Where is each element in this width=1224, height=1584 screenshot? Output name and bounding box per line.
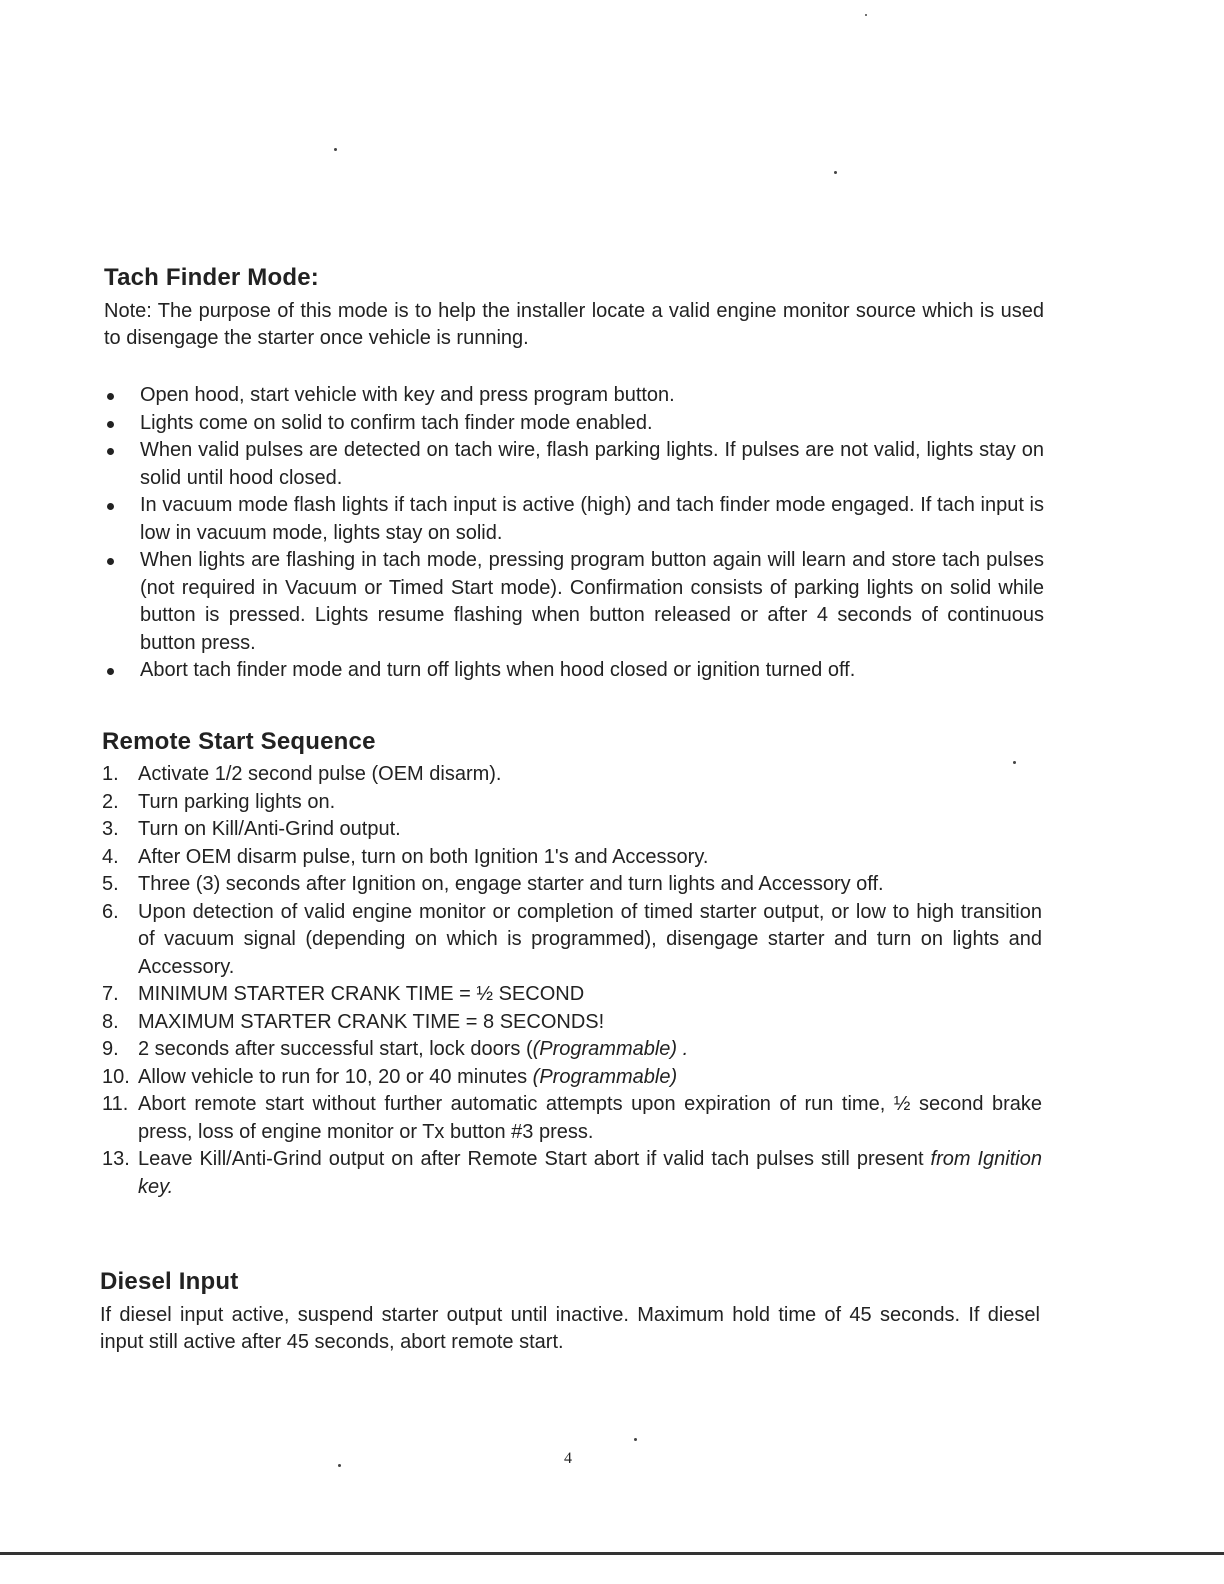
step-text: Leave Kill/Anti-Grind output on after Remote Start abort if valid tach pulses still present (138, 1148, 931, 1170)
bullet-item: When valid pulses are detected on tach wire, flash parking lights. If pulses are not valid, lights stay on solid until hood closed. (104, 437, 1044, 492)
scan-speck (865, 14, 867, 16)
diesel-input-text: If diesel input active, suspend starter output until inactive. Maximum hold time of 45 seconds. If diesel input still active after 45 seconds, abort remote start. (100, 1304, 1040, 1353)
step-item (102, 899, 1042, 982)
step-text: Turn parking lights on. (138, 790, 336, 813)
tach-finder-note: Note: The purpose of this mode is to help the installer locate a valid engine monitor source which is used to disengage the starter once vehicle is running. (104, 300, 1044, 349)
bullet-item: When lights are flashing in tach mode, pressing program button again will learn and store tach pulses (not required in Vacuum or Timed Start mode). Confirmation consists of parking lights on solid while button is pressed. Lights resume flashing when button released or after 4 seconds of continuous button press. (104, 547, 1044, 657)
scan-speck (834, 171, 837, 174)
step-text: Abort remote start without further automatic attempts upon expiration of run time, ½ second brake press, loss of engine monitor or Tx button #3 press. (138, 1093, 1042, 1143)
tach-finder-bullet-list (104, 382, 1044, 685)
step-text: Activate 1/2 second pulse (OEM disarm). (138, 763, 502, 785)
step-text: 2 seconds after successful start, lock doors ( (138, 1038, 533, 1060)
step-text: After OEM disarm pulse, turn on both Ignition 1's and Accessory. (138, 845, 709, 868)
step-number: 4. (102, 845, 119, 868)
step-item (102, 871, 1042, 899)
step-item (102, 981, 1042, 1009)
step-number: 9. (102, 1038, 119, 1060)
step-number: 7. (102, 983, 119, 1005)
step-italic-text: from Ignition key. (138, 1148, 1042, 1198)
step-text: Three (3) seconds after Ignition on, engage starter and turn lights and Accessory off. (138, 873, 884, 895)
step-number: 6. (102, 900, 119, 923)
step-text: MINIMUM STARTER CRANK TIME = ½ SECOND (138, 983, 585, 1005)
bullet-item: Lights come on solid to confirm tach finder mode enabled. (104, 410, 1044, 438)
step-text: MAXIMUM STARTER CRANK TIME = 8 SECONDS! (138, 1010, 605, 1033)
step-item (102, 1064, 1042, 1092)
bullet-item: In vacuum mode flash lights if tach input is active (high) and tach finder mode engaged. If tach input is low in vacuum mode, lights stay on solid. (104, 492, 1044, 547)
step-number: 5. (102, 873, 119, 895)
section-heading-remote-start: Remote Start Sequence (102, 728, 376, 755)
step-number: 8. (102, 1010, 119, 1033)
step-item (102, 761, 1042, 789)
step-text: Upon detection of valid engine monitor or completion of timed starter output, or low to high transition of vacuum signal (depending on which is programmed), disengage starter and turn on lights and Accessory. (138, 900, 1042, 978)
bullet-item: Abort tach finder mode and turn off lights when hood closed or ignition turned off. (104, 657, 1044, 685)
step-item (102, 1091, 1042, 1146)
scan-speck (338, 1464, 341, 1467)
step-number: 11. (102, 1093, 129, 1115)
step-item (102, 844, 1042, 872)
remote-start-step-list (102, 761, 1042, 1201)
bottom-divider (0, 1552, 1224, 1555)
step-text: Turn on Kill/Anti-Grind output. (138, 818, 401, 840)
scan-speck (634, 1438, 637, 1441)
step-number: 13. (102, 1148, 130, 1170)
step-italic-text: (Programmable) . (532, 1038, 689, 1060)
section-heading-tach-finder: Tach Finder Mode: (104, 264, 319, 291)
step-number: 2. (102, 790, 119, 813)
step-item (102, 816, 1042, 844)
step-item (102, 1009, 1042, 1037)
step-text: Allow vehicle to run for 10, 20 or 40 minutes (138, 1065, 533, 1088)
step-item (102, 789, 1042, 817)
step-number: 10. (102, 1065, 130, 1088)
step-item (102, 1036, 1042, 1064)
step-number: 3. (102, 818, 119, 840)
page-number: 4 (564, 1450, 572, 1467)
step-item (102, 1146, 1042, 1201)
scan-speck (334, 148, 337, 151)
section-heading-diesel-input: Diesel Input (100, 1268, 239, 1295)
step-italic-text: (Programmable) (532, 1065, 678, 1088)
bullet-item: Open hood, start vehicle with key and press program button. (104, 382, 1044, 410)
step-number: 1. (102, 763, 119, 785)
